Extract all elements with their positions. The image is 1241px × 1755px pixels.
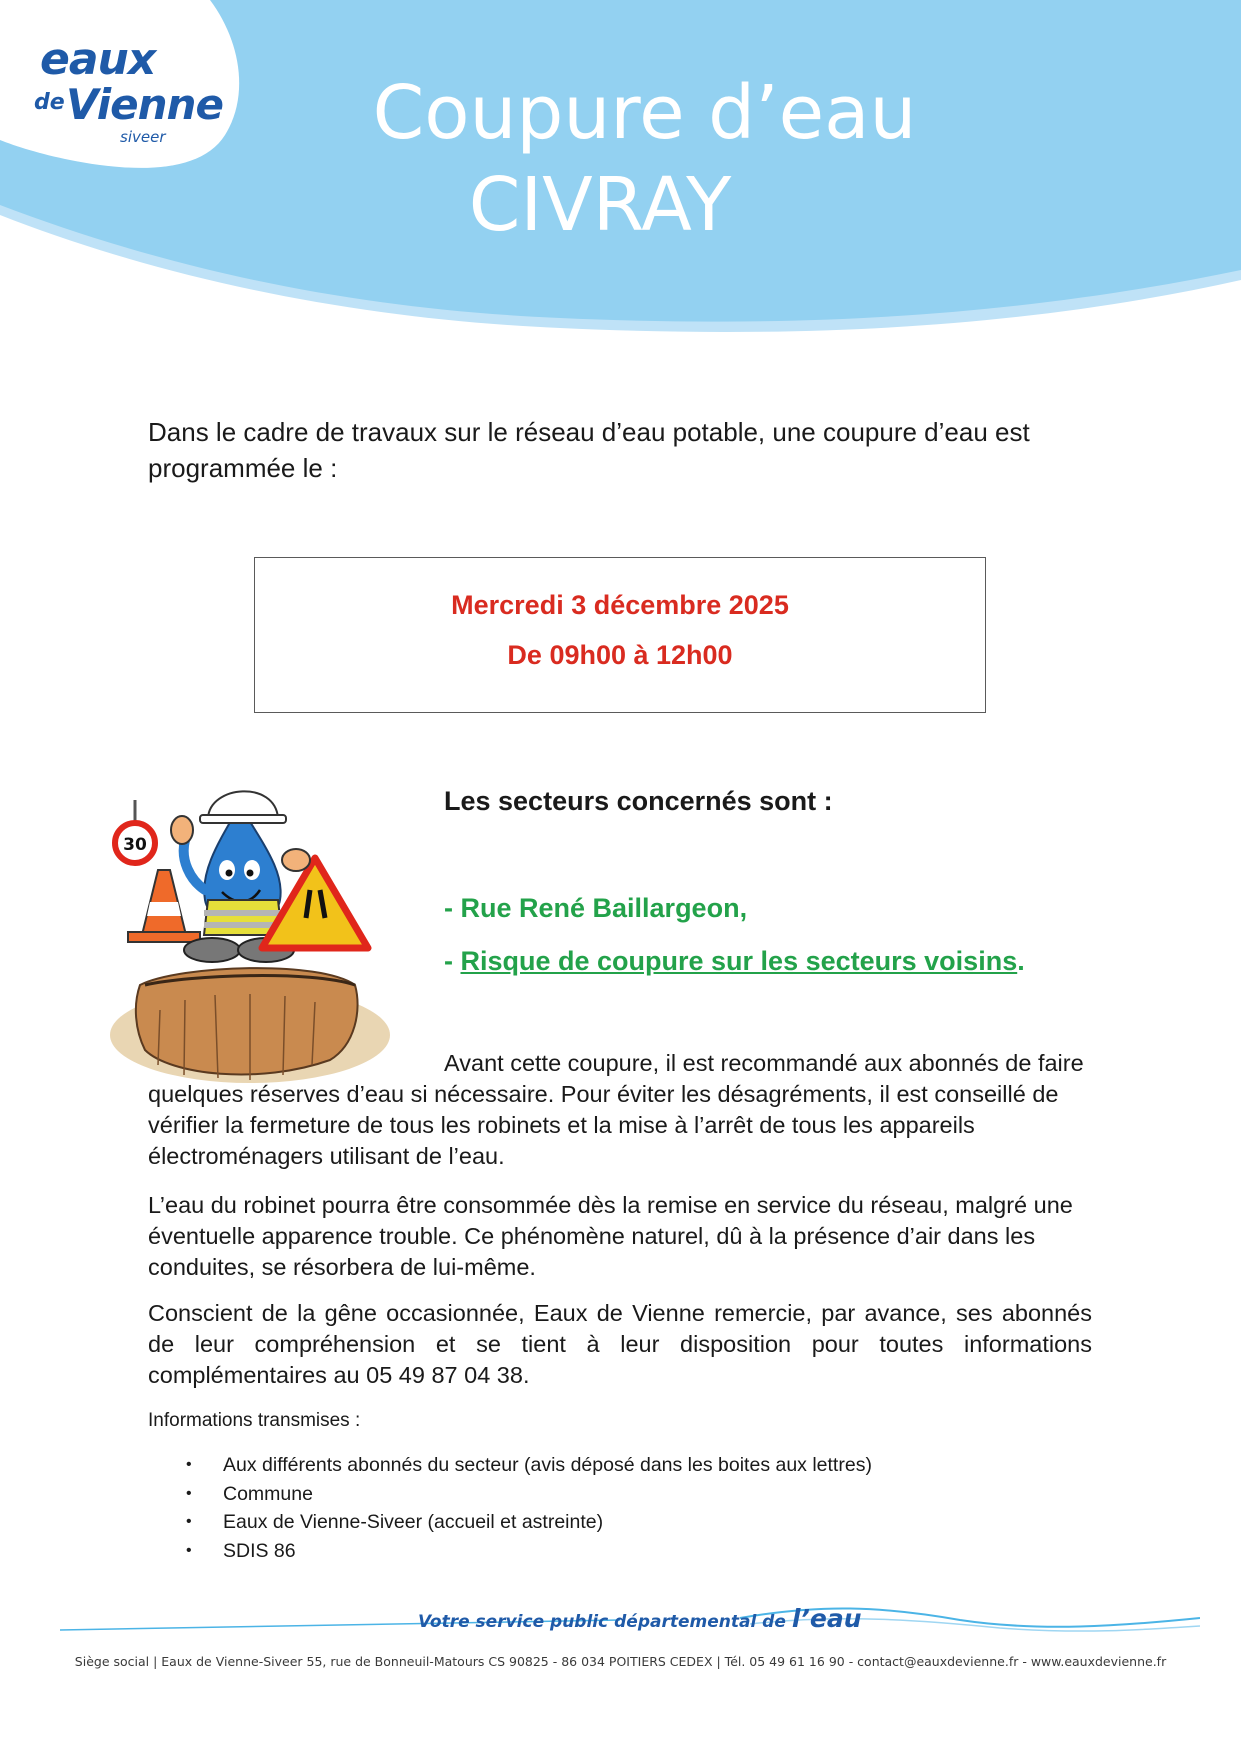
page-title: Coupure d’eau [372, 70, 917, 156]
list-item [148, 1508, 872, 1537]
schedule-date: Mercredi 3 décembre 2025 [451, 590, 789, 620]
logo-siveer-text: siveer [120, 128, 166, 146]
footer-tagline-eau: l’eau [791, 1604, 862, 1633]
sector-item-risk-prefix: - [444, 946, 461, 976]
logo-vienne-text: Vienne [66, 80, 223, 129]
schedule-time: De 09h00 à 12h00 [507, 640, 733, 670]
sector-item-risk [444, 946, 1025, 977]
footer-tagline-text: Votre service public départemental de [418, 1612, 792, 1632]
paragraph-water-quality: L’eau du robinet pourra être consommée dès la remise en service du réseau, malgré une éventuelle apparence trouble. Ce phénomène naturel, dû à la présence d’air dans les conduites, se résorbera de lui-même. [148, 1192, 1073, 1280]
sector-item-risk-suffix: . [1017, 946, 1025, 976]
footer-tagline [418, 1604, 862, 1633]
intro-text: Dans le cadre de travaux sur le réseau d’eau potable, une coupure d’eau est programmée le : [148, 417, 1030, 483]
list-item-text: SDIS 86 [223, 1539, 296, 1562]
footer-address: Siège social | Eaux de Vienne-Siveer 55, rue de Bonneuil-Matours CS 90825 - 86 034 POITIERS CEDEX | Tél. 05 49 61 16 90 - contact@eauxdevienne.fr - www.eauxdevienne.fr [74, 1654, 1167, 1669]
logo-eaux-text: eaux [40, 34, 156, 85]
list-item [148, 1451, 872, 1480]
schedule-box [254, 557, 986, 713]
bullet-icon: • [186, 1456, 192, 1473]
paragraph-contact: Conscient de la gêne occasionnée, Eaux de Vienne remercie, par avance, ses abonnés de leur compréhension et se tient à leur disposition pour toutes informations complémentaires au 05 49 87 04 38. [148, 1300, 1092, 1388]
paragraph-recommendation: Avant cette coupure, il est recommandé aux abonnés de faire quelques réserves d’eau si nécessaire. Pour éviter les désagréments, il est conseillé de vérifier la fermeture de tous les robinets et la mise à l’arrêt de tous les appareils électroménagers utilisant de l’eau. [148, 1050, 1084, 1169]
bullet-icon: • [186, 1513, 192, 1530]
bullet-icon: • [186, 1484, 192, 1502]
logo-de-text: de [34, 90, 65, 115]
page-subtitle-city: CIVRAY [468, 162, 732, 248]
list-item-text: Commune [223, 1482, 313, 1505]
sector-item-risk-link[interactable]: Risque de coupure sur les secteurs voisins [460, 946, 1018, 976]
list-item [148, 1537, 872, 1566]
info-list [148, 1451, 872, 1565]
sectors-heading: Les secteurs concernés sont : [444, 786, 833, 816]
list-item-text: Eaux de Vienne-Siveer (accueil et astreinte) [223, 1511, 604, 1533]
list-item-text: Aux différents abonnés du secteur (avis déposé dans les boites aux lettres) [223, 1454, 872, 1476]
info-label: Informations transmises : [148, 1410, 361, 1431]
water-drop-worker-icon [100, 770, 390, 1090]
bullet-icon: • [186, 1541, 192, 1559]
sector-item-street: - Rue René Baillargeon, [444, 893, 748, 923]
list-item [148, 1480, 872, 1509]
speed-sign-label: 30 [123, 835, 147, 855]
